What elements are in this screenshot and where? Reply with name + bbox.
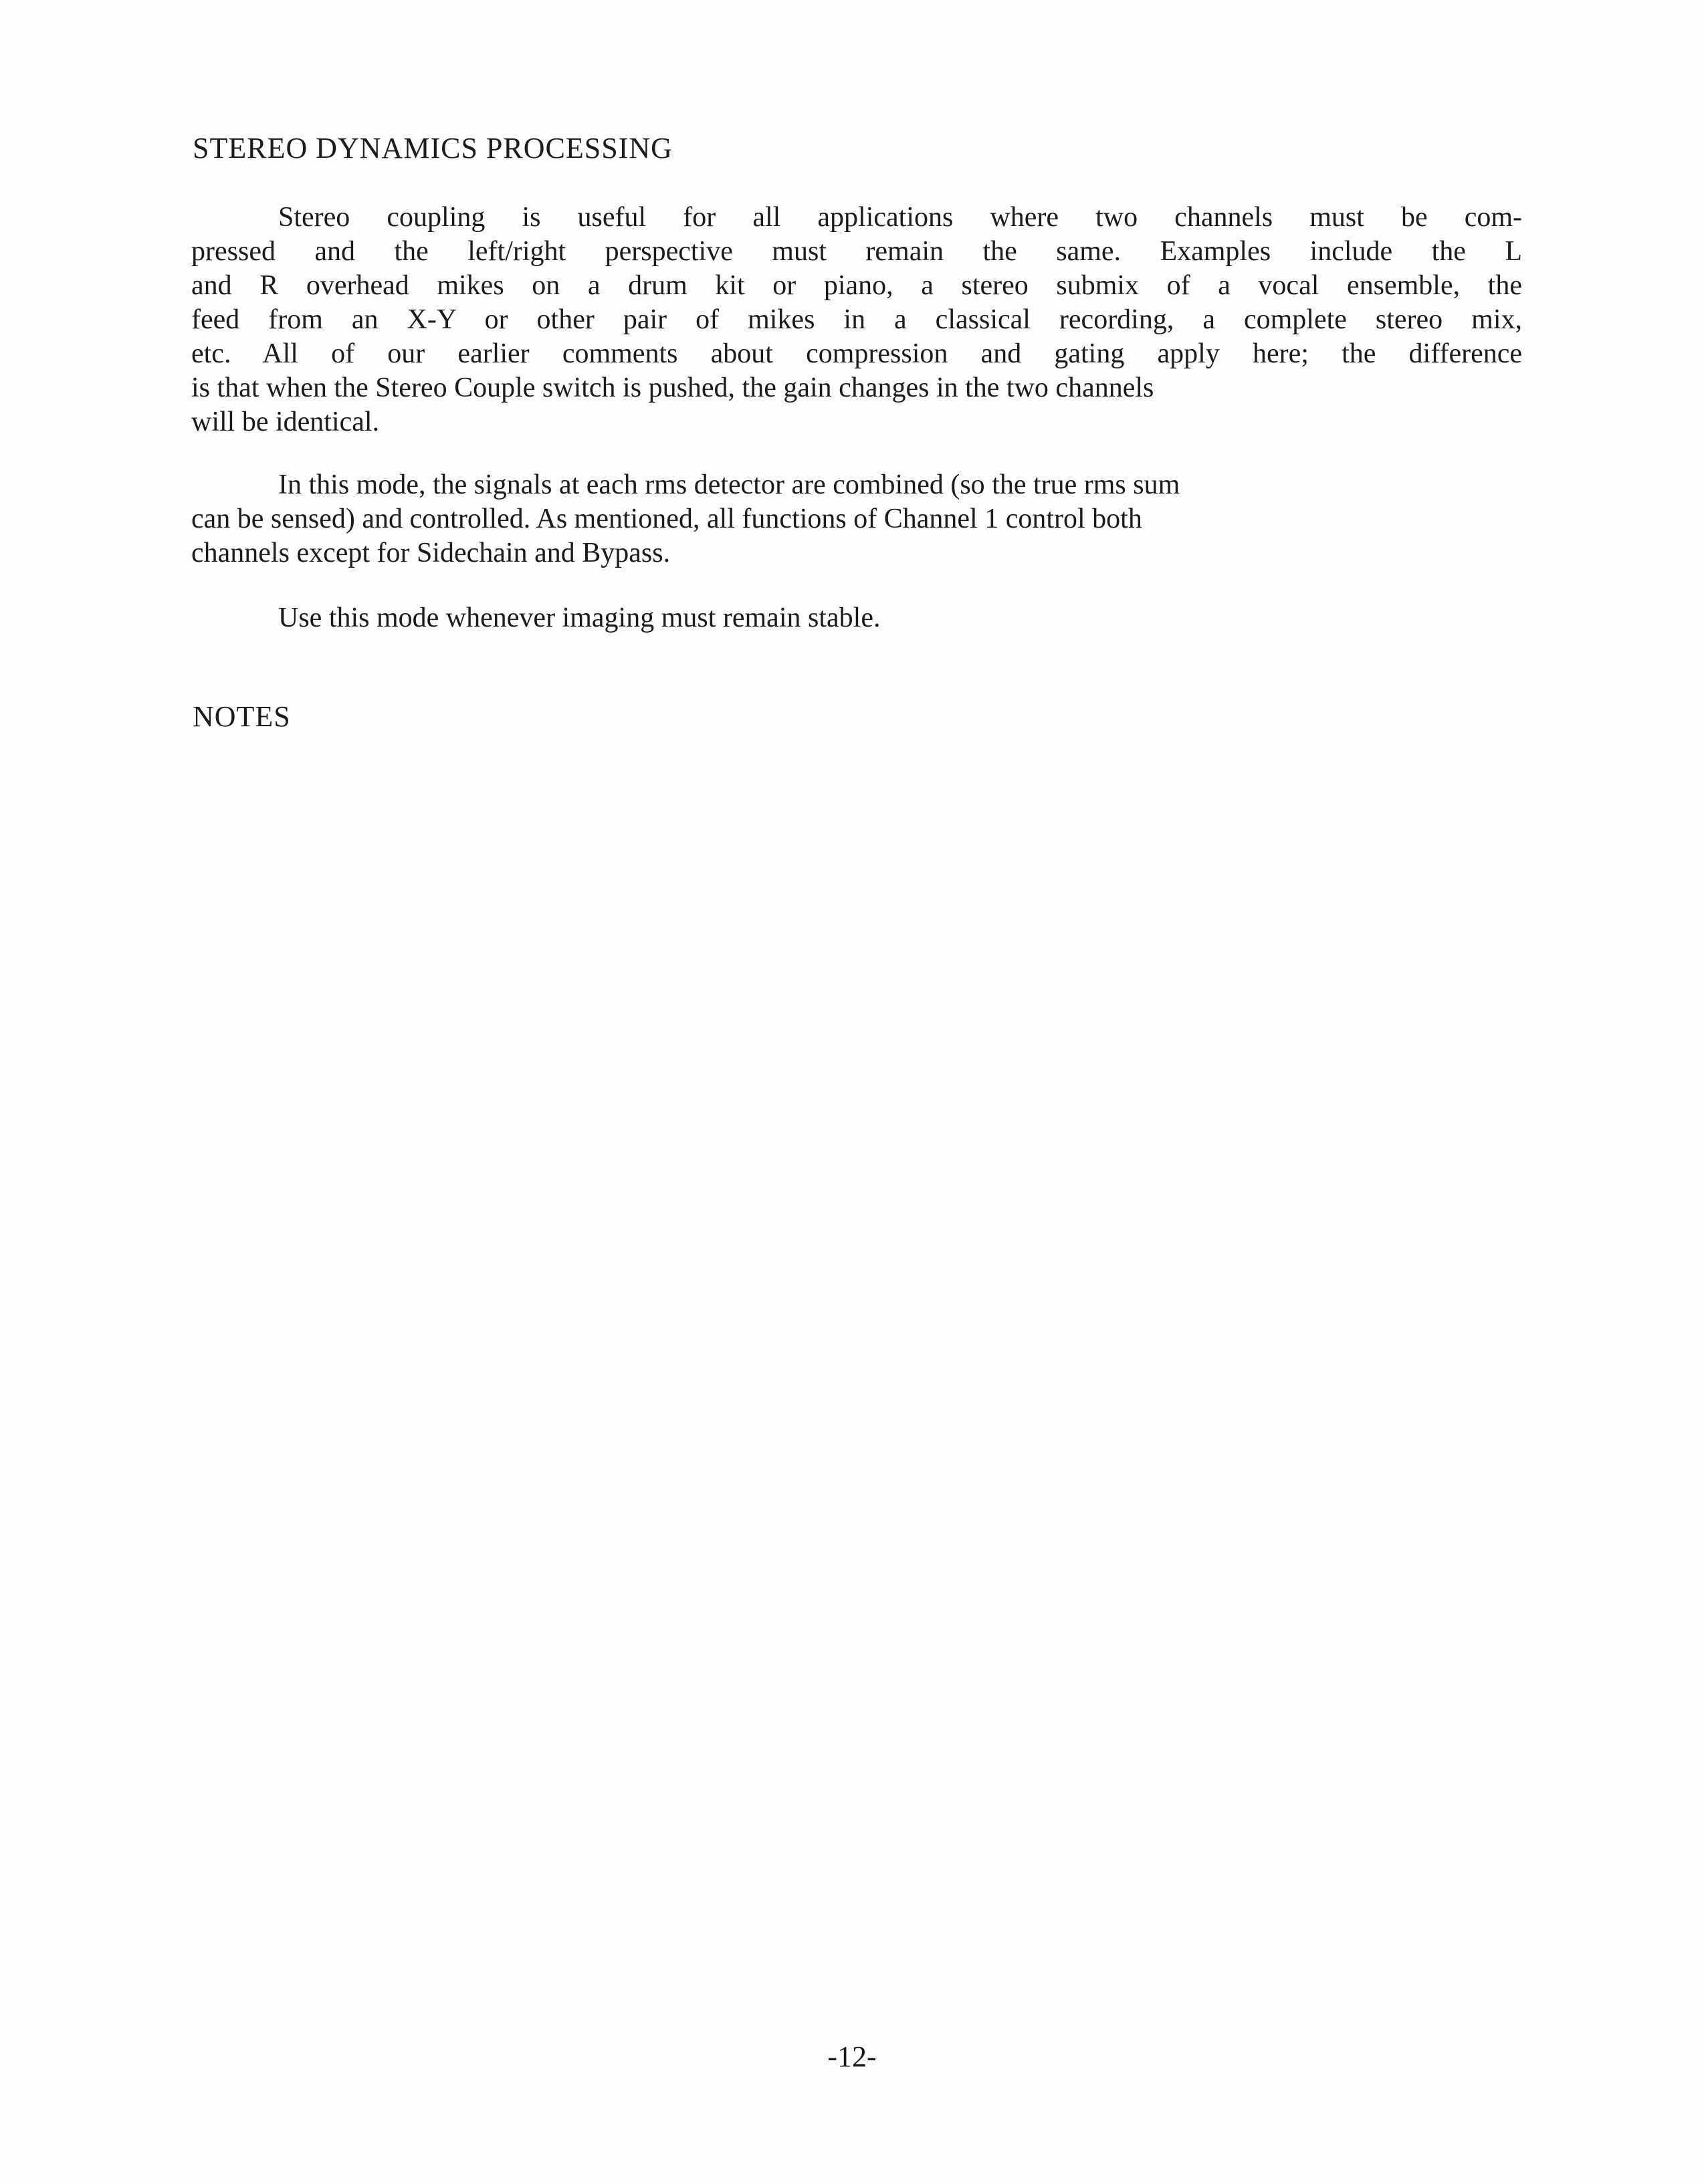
paragraph-stereo-coupling [191, 201, 1522, 439]
paragraph-line: feed from an X-Y or other pair of mikes in a classical recording, a complete stereo mix, [191, 304, 1522, 335]
paragraph-line: and R overhead mikes on a drum kit or piano, a stereo submix of a vocal ensemble, the [191, 270, 1522, 301]
paragraph-line: In this mode, the signals at each rms detector are combined (so the true rms sum [278, 469, 1180, 500]
paragraph-line: Use this mode whenever imaging must remain stable. [278, 603, 881, 633]
section-heading: STEREO DYNAMICS PROCESSING [193, 132, 673, 165]
notes-heading: NOTES [193, 700, 291, 733]
paragraph-line: Stereo coupling is useful for all applications where two channels must be com- [278, 202, 1522, 233]
paragraph-line: channels except for Sidechain and Bypass. [191, 538, 671, 568]
paragraph-rms-detector [191, 468, 1522, 570]
paragraph-line: can be sensed) and controlled. As mentioned, all functions of Channel 1 control both [191, 504, 1142, 534]
paragraph-line: is that when the Stereo Couple switch is pushed, the gain changes in the two channels [191, 372, 1154, 403]
paragraph-line: will be identical. [191, 407, 380, 437]
paragraph-line: etc. All of our earlier comments about compression and gating apply here; the difference [191, 338, 1522, 369]
paragraph-imaging [191, 601, 1522, 635]
page-number: -12- [827, 2040, 877, 2073]
paragraph-line: pressed and the left/right perspective must remain the same. Examples include the L [191, 236, 1522, 267]
